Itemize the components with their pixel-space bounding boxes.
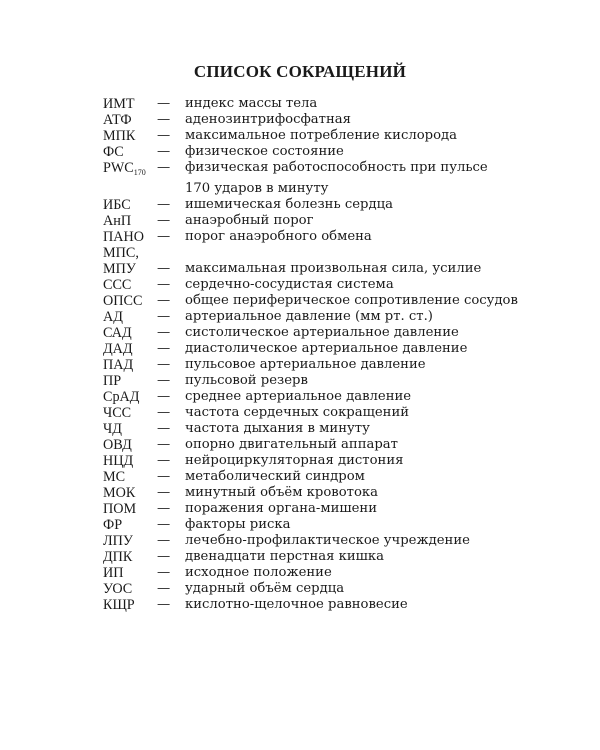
em-dash: — bbox=[157, 357, 171, 372]
abbreviation-entry bbox=[103, 421, 563, 437]
abbreviation-definition: максимальная произвольная сила, усилие bbox=[185, 261, 482, 276]
em-dash: — bbox=[157, 197, 171, 212]
abbreviation-entry bbox=[103, 245, 563, 261]
abbreviation-definition: поражения органа-мишени bbox=[185, 501, 378, 516]
abbreviation-term: КЩР bbox=[103, 597, 135, 613]
abbreviation-entry bbox=[103, 197, 563, 213]
abbreviation-term: ПОМ bbox=[103, 501, 137, 517]
abbreviation-definition-continuation: 170 ударов в минуту bbox=[185, 181, 329, 196]
abbreviation-entry bbox=[103, 405, 563, 421]
abbreviation-term: ИП bbox=[103, 565, 124, 581]
abbreviation-term: ЧСС bbox=[103, 405, 132, 421]
em-dash: — bbox=[157, 96, 171, 111]
abbreviation-term: АнП bbox=[103, 213, 132, 229]
abbreviation-term: ИБС bbox=[103, 197, 131, 213]
abbreviation-term: УОС bbox=[103, 581, 133, 597]
abbreviation-definition: лечебно-профилактическое учреждение bbox=[185, 533, 470, 548]
em-dash: — bbox=[157, 160, 171, 175]
abbreviation-term: ФС bbox=[103, 144, 124, 160]
abbreviation-entry bbox=[103, 229, 563, 245]
abbreviation-definition: систолическое артериальное давление bbox=[185, 325, 459, 340]
em-dash: — bbox=[157, 261, 171, 276]
abbreviation-entry bbox=[103, 485, 563, 501]
em-dash: — bbox=[157, 501, 171, 516]
em-dash: — bbox=[157, 341, 171, 356]
abbreviation-entry bbox=[103, 453, 563, 469]
em-dash: — bbox=[157, 421, 171, 436]
abbreviation-entry bbox=[103, 373, 563, 389]
abbreviation-definition: исходное положение bbox=[185, 565, 332, 580]
abbreviation-term: АД bbox=[103, 309, 123, 325]
abbreviation-entry bbox=[103, 549, 563, 565]
abbreviation-entry bbox=[103, 437, 563, 453]
abbreviation-entry bbox=[103, 533, 563, 549]
abbreviation-term: ОВД bbox=[103, 437, 132, 453]
abbreviation-term: ЛПУ bbox=[103, 533, 133, 549]
abbreviation-definition: пульсовой резерв bbox=[185, 373, 308, 388]
abbreviation-term: ДПК bbox=[103, 549, 133, 565]
abbreviation-term: ОПСС bbox=[103, 293, 143, 309]
abbreviation-entry bbox=[103, 144, 563, 160]
abbreviation-definition: опорно двигательный аппарат bbox=[185, 437, 398, 452]
abbreviation-term: ФР bbox=[103, 517, 123, 533]
abbreviation-entry bbox=[103, 128, 563, 144]
abbreviation-definition: минутный объём кровотока bbox=[185, 485, 379, 500]
page-title: СПИСОК СОКРАЩЕНИЙ bbox=[193, 62, 407, 81]
abbreviation-definition: метаболический синдром bbox=[185, 469, 365, 484]
abbreviation-term: САД bbox=[103, 325, 132, 341]
em-dash: — bbox=[157, 469, 171, 484]
abbreviation-entry bbox=[103, 501, 563, 517]
abbreviation-term: ЧД bbox=[103, 421, 122, 437]
em-dash: — bbox=[157, 325, 171, 340]
abbreviation-term: МПС, bbox=[103, 245, 139, 261]
abbreviation-entry bbox=[103, 341, 563, 357]
abbreviation-definition: нейроциркуляторная дистония bbox=[185, 453, 404, 468]
em-dash: — bbox=[157, 453, 171, 468]
em-dash: — bbox=[157, 437, 171, 452]
abbreviation-definition: артериальное давление (мм рт. ст.) bbox=[185, 309, 433, 324]
abbreviation-entry bbox=[103, 357, 563, 373]
abbreviation-definition: общее периферическое сопротивление сосудов bbox=[185, 293, 518, 308]
abbreviation-entry bbox=[103, 160, 563, 181]
em-dash: — bbox=[157, 128, 171, 143]
abbreviation-term: $PWC_{170}$ bbox=[103, 160, 146, 177]
abbreviation-definition: факторы риска bbox=[185, 517, 291, 532]
abbreviation-entry bbox=[103, 389, 563, 405]
em-dash: — bbox=[157, 373, 171, 388]
abbreviation-definition: кислотно-щелочное равновесие bbox=[185, 597, 408, 612]
em-dash: — bbox=[157, 229, 171, 244]
abbreviation-entry bbox=[103, 112, 563, 128]
abbreviation-entry bbox=[103, 469, 563, 485]
abbreviation-term: МС bbox=[103, 469, 126, 485]
em-dash: — bbox=[157, 144, 171, 159]
abbreviation-term: ПАД bbox=[103, 357, 134, 373]
em-dash: — bbox=[157, 485, 171, 500]
abbreviation-term: АТФ bbox=[103, 112, 132, 128]
abbreviation-term: ССС bbox=[103, 277, 132, 293]
abbreviation-definition: ишемическая болезнь сердца bbox=[185, 197, 393, 212]
abbreviation-term: НЦД bbox=[103, 453, 134, 469]
em-dash: — bbox=[157, 565, 171, 580]
abbreviation-definition: ударный объём сердца bbox=[185, 581, 345, 596]
em-dash: — bbox=[157, 405, 171, 420]
abbreviation-term: ПАНО bbox=[103, 229, 144, 245]
abbreviation-definition: индекс массы тела bbox=[185, 96, 318, 111]
em-dash: — bbox=[157, 549, 171, 564]
abbreviation-term: МПК bbox=[103, 128, 136, 144]
abbreviation-definition: сердечно-сосудистая система bbox=[185, 277, 394, 292]
abbreviation-term: ПР bbox=[103, 373, 122, 389]
em-dash: — bbox=[157, 112, 171, 127]
abbreviation-entry bbox=[103, 597, 563, 613]
abbreviation-subscript: 170 bbox=[133, 168, 146, 177]
abbreviation-term: СрАД bbox=[103, 389, 140, 405]
em-dash: — bbox=[157, 389, 171, 404]
abbreviation-definition: анаэробный порог bbox=[185, 213, 314, 228]
abbreviation-entry bbox=[103, 565, 563, 581]
em-dash: — bbox=[157, 277, 171, 292]
abbreviation-definition: максимальное потребление кислорода bbox=[185, 128, 458, 143]
abbreviation-term: ИМТ bbox=[103, 96, 135, 112]
em-dash: — bbox=[157, 517, 171, 532]
abbreviation-definition: двенадцати перстная кишка bbox=[185, 549, 385, 564]
abbreviation-definition: пульсовое артериальное давление bbox=[185, 357, 426, 372]
abbreviation-definition: частота дыхания в минуту bbox=[185, 421, 370, 436]
abbreviation-term: МПУ bbox=[103, 261, 136, 277]
abbreviation-entry bbox=[103, 325, 563, 341]
abbreviation-entry bbox=[103, 517, 563, 533]
abbreviation-definition: аденозинтрифосфатная bbox=[185, 112, 351, 127]
abbreviation-definition: диастолическое артериальное давление bbox=[185, 341, 468, 356]
em-dash: — bbox=[157, 293, 171, 308]
em-dash: — bbox=[157, 581, 171, 596]
abbreviation-entry bbox=[103, 277, 563, 293]
em-dash: — bbox=[157, 309, 171, 324]
abbreviation-entry bbox=[103, 96, 563, 112]
abbreviation-term: МОК bbox=[103, 485, 136, 501]
abbreviation-term: ДАД bbox=[103, 341, 133, 357]
abbreviation-definition: физическая работоспособность при пульсе bbox=[185, 160, 488, 175]
abbreviation-entry bbox=[103, 261, 563, 277]
em-dash: — bbox=[157, 533, 171, 548]
abbreviation-entry bbox=[103, 213, 563, 229]
abbreviation-entry bbox=[103, 293, 563, 309]
abbreviation-definition: среднее артериальное давление bbox=[185, 389, 412, 404]
abbreviation-definition: физическое состояние bbox=[185, 144, 344, 159]
abbreviation-definition: частота сердечных сокращений bbox=[185, 405, 410, 420]
em-dash: — bbox=[157, 597, 171, 612]
abbreviation-entry bbox=[103, 581, 563, 597]
em-dash: — bbox=[157, 213, 171, 228]
abbreviation-list bbox=[103, 96, 563, 613]
abbreviation-entry bbox=[103, 309, 563, 325]
abbreviation-definition: порог анаэробного обмена bbox=[185, 229, 372, 244]
